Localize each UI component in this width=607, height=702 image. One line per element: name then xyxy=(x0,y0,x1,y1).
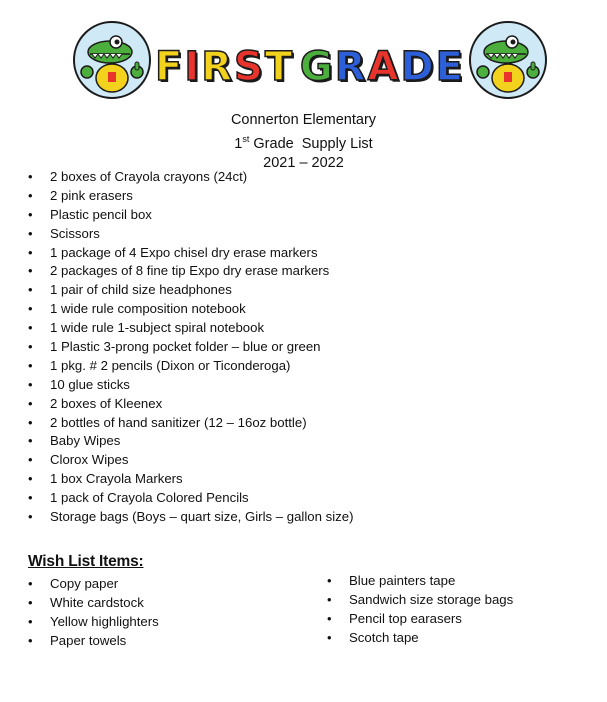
school-year: 2021 – 2022 xyxy=(263,154,344,171)
list-item: • Sandwich size storage bags xyxy=(327,591,519,610)
list-item: • Pencil top earasers xyxy=(327,610,519,629)
list-item: • 10 glue sticks xyxy=(28,376,353,395)
list-item: • 1 Plastic 3-prong pocket folder – blue or green xyxy=(28,338,353,357)
list-item: • 2 pink erasers xyxy=(28,187,353,206)
list-item: • Scotch tape xyxy=(327,629,519,648)
first-grade-banner xyxy=(155,43,465,91)
list-title-text: Grade Supply List xyxy=(249,135,373,152)
list-item: • 1 pkg. # 2 pencils (Dixon or Ticonderoga) xyxy=(28,357,353,376)
list-item: • 2 bottles of hand sanitizer (12 – 16oz bottle) xyxy=(28,414,353,433)
list-item: • Storage bags (Boys – quart size, Girls – gallon size) xyxy=(28,508,353,527)
list-item: • Baby Wipes xyxy=(28,432,353,451)
document-header xyxy=(0,111,607,173)
banner-letter: T xyxy=(264,44,295,90)
grade-suffix: st xyxy=(242,134,250,144)
wish-list-column-2 xyxy=(327,572,519,648)
banner-letter: G xyxy=(299,44,335,90)
list-item: • 1 pack of Crayola Colored Pencils xyxy=(28,489,353,508)
wish-list-column-1 xyxy=(28,575,159,651)
list-item: • 2 boxes of Kleenex xyxy=(28,395,353,414)
banner-letter: R xyxy=(201,44,235,90)
alligator-mascot-icon xyxy=(468,20,548,100)
list-item: • White cardstock xyxy=(28,594,159,613)
banner-letter: A xyxy=(367,44,401,90)
list-item: • Copy paper xyxy=(28,575,159,594)
list-item: • 1 wide rule 1-subject spiral notebook xyxy=(28,319,353,338)
grade-number: 1 xyxy=(234,135,243,152)
list-item: • 1 box Crayola Markers xyxy=(28,470,353,489)
list-item: • 1 wide rule composition notebook xyxy=(28,300,353,319)
list-item: • 1 package of 4 Expo chisel dry erase markers xyxy=(28,244,353,263)
banner-letter: F xyxy=(155,44,185,90)
banner-letter: I xyxy=(184,44,202,90)
banner-letter: D xyxy=(400,44,436,90)
list-item: • Blue painters tape xyxy=(327,572,519,591)
wish-list-title: Wish List Items: xyxy=(28,553,144,570)
list-item: • 2 boxes of Crayola crayons (24ct) xyxy=(28,168,353,187)
list-item: • Clorox Wipes xyxy=(28,451,353,470)
list-item: • Scissors xyxy=(28,225,353,244)
list-item: • Yellow highlighters xyxy=(28,613,159,632)
school-name: Connerton Elementary xyxy=(230,112,377,128)
banner-letter: E xyxy=(435,44,465,90)
list-item: • Paper towels xyxy=(28,632,159,651)
banner-letter: S xyxy=(234,44,265,90)
list-title xyxy=(0,130,607,154)
banner-letter: R xyxy=(334,44,368,90)
list-item: • 2 packages of 8 fine tip Expo dry erase markers xyxy=(28,262,353,281)
supply-list xyxy=(28,168,353,527)
alligator-mascot-icon xyxy=(72,20,152,100)
list-item: • 1 pair of child size headphones xyxy=(28,281,353,300)
list-item: • Plastic pencil box xyxy=(28,206,353,225)
